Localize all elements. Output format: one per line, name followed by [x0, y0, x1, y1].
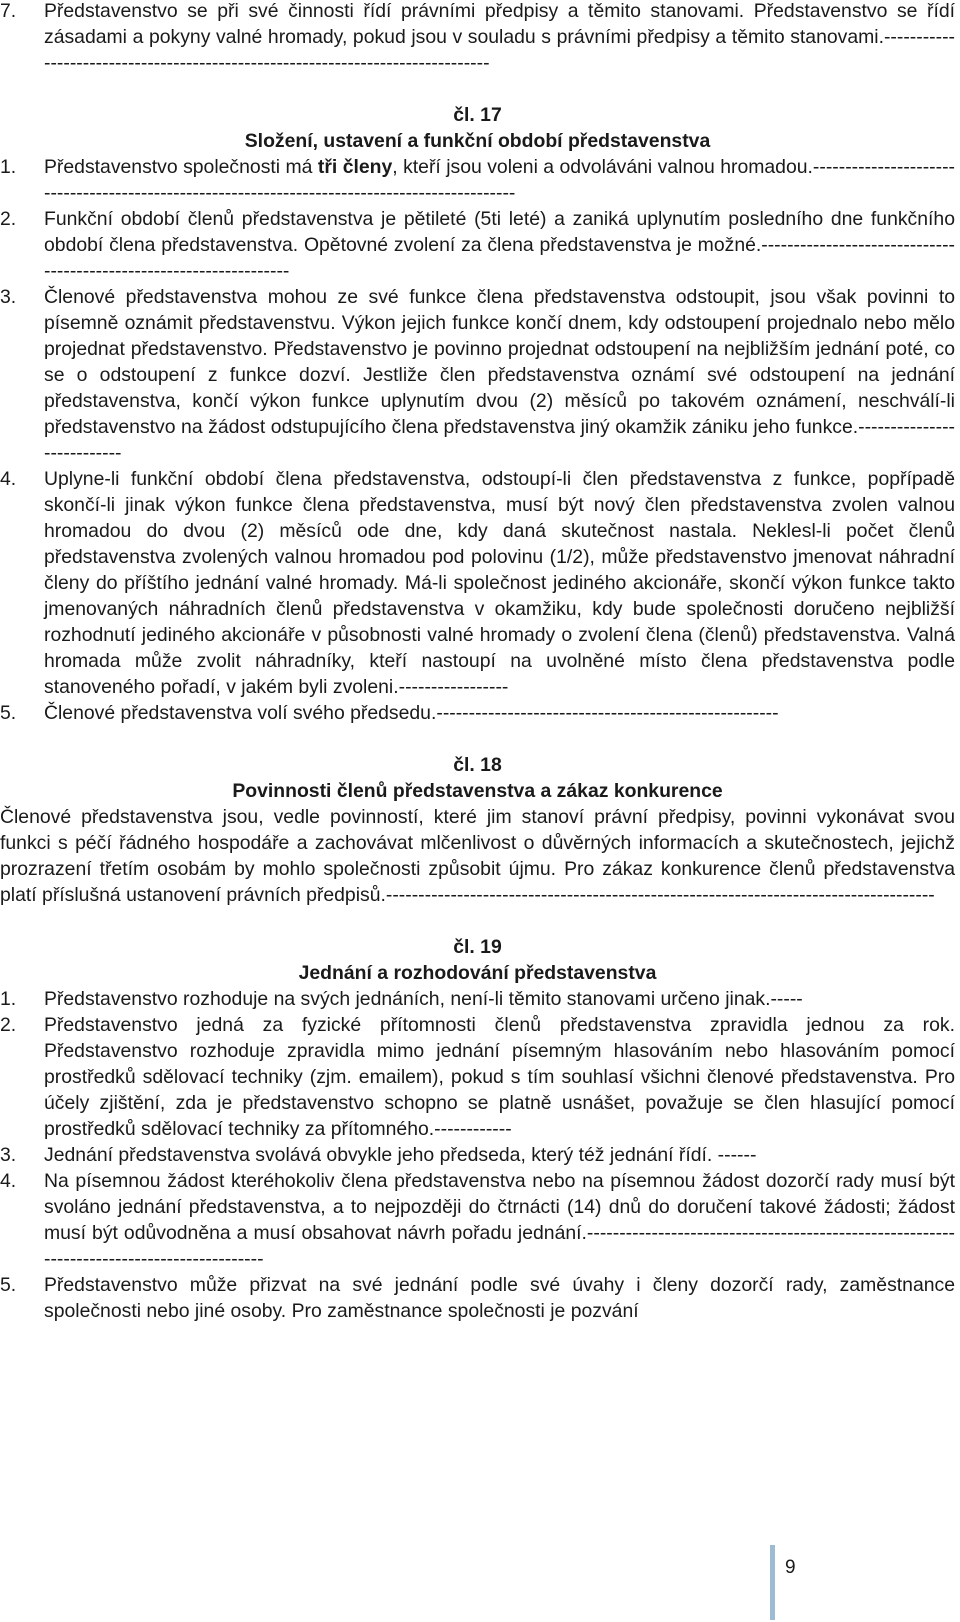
list-item [0, 154, 955, 206]
list-item [0, 1272, 955, 1324]
item-text: Představenstvo se při své činnosti řídí právními předpisy a těmito stanovami. Představenstvo se řídí zásadami a pokyny valné hromady, pokud jsou v souladu s právními předpisy a těmito stanovami.-------------------------------------------------------------------------------- [44, 0, 955, 74]
list-item [0, 466, 955, 700]
article-number: čl. 18 [453, 754, 502, 776]
item-text: Jednání představenstva svolává obvykle jeho předseda, který též jednání řídí. ------ [44, 1144, 757, 1166]
article-title: Jednání a rozhodování představenstva [298, 962, 657, 984]
item-text: Představenstvo společnosti má tři členy, kteří jsou voleni a odvoláváni valnou hromadou.----------------------------------------------------------------------------------------------- [44, 156, 955, 204]
item-number: 4. [0, 468, 17, 490]
bold-text: tři členy [317, 156, 393, 178]
item-number: 7. [0, 0, 17, 22]
list-item [0, 0, 955, 76]
page-number: 9 [785, 1557, 796, 1578]
item-number: 1. [0, 156, 17, 178]
article-paragraph: Členové představenstva jsou, vedle povinností, které jim stanoví právní předpisy, povinni vykonávat svou funkci s péčí řádného hospodáře a zachovávat mlčenlivost o důvěrných informacích a skutečnostech, jejichž prozrazení třetím osobám by mohlo společnosti způsobit újmu. Pro zákaz konkurence členů představenstva platí příslušná ustanovení právních předpisů.------------------------------------------------------------------------------------- [0, 806, 955, 906]
item-number: 5. [0, 1274, 17, 1296]
item-text: Funkční období členů představenstva je pětileté (5ti leté) a zaniká uplynutím posledního dne funkčního období člena představenstva. Opětovné zvolení za člena představenstva je možné.-------------------------------------------------------------------- [44, 208, 955, 282]
item-text: Představenstvo rozhoduje na svých jednáních, není-li těmito stanovami určeno jinak.----- [44, 988, 803, 1010]
list-item [0, 1168, 955, 1272]
article-number: čl. 19 [453, 936, 502, 958]
article-title: Složení, ustavení a funkční období představenstva [244, 130, 711, 152]
item-text: Na písemnou žádost kteréhokoliv člena představenstva nebo na písemnou žádost dozorčí rady musí být svoláno jednání představenstva, a to nejpozději do čtrnácti (14) dnů do doručení takové žádosti; žádost musí být odůvodněna a musí obsahovat návrh pořadu jednání.------------------------------------------------------------------------------------------- [44, 1170, 955, 1270]
item-number: 5. [0, 702, 17, 724]
list-item [0, 700, 955, 726]
list-item [0, 1012, 955, 1142]
item-number: 3. [0, 1144, 17, 1166]
list-item [0, 1142, 955, 1168]
item-number: 3. [0, 286, 17, 308]
item-number: 4. [0, 1170, 17, 1192]
item-number: 2. [0, 1014, 17, 1036]
item-text: Členové představenstva volí svého předsedu.----------------------------------------------------- [44, 702, 779, 724]
article-number: čl. 17 [453, 104, 502, 126]
list-item [0, 284, 955, 466]
item-text: Představenstvo může přizvat na své jednání podle své úvahy i členy dozorčí rady, zaměstnance společnosti nebo jiné osoby. Pro zaměstnance společnosti je pozvání [44, 1274, 955, 1322]
list-item [0, 206, 955, 284]
article-title: Povinnosti členů představenstva a zákaz konkurence [232, 780, 723, 802]
list-item [0, 986, 955, 1012]
item-number: 1. [0, 988, 17, 1010]
page-footer [770, 1545, 830, 1620]
item-text: Představenstvo jedná za fyzické přítomnosti členů představenstva zpravidla jednou za rok. Představenstvo rozhoduje zpravidla mimo jednání písemným hlasováním nebo hlasováním pomocí prostředků sdělovací techniky (zjm. emailem), pokud s tím souhlasí všichni členové představenstva. Pro účely zjištění, zda je představenstvo schopno se platně usnášet, považuje se člen hlasující pomocí prostředků sdělovací techniky za přítomného.------------ [44, 1014, 955, 1140]
item-text: Členové představenstva mohou ze své funkce člena představenstva odstoupit, jsou však povinni to písemně oznámit představenstvu. Výkon jejich funkce končí dnem, kdy odstoupení projednalo nebo mělo projednat představenstvo. Představenstvo je povinno projednat odstoupení na nejbližším jednání poté, co se o odstoupení z funkce dozví. Jestliže člen představenstva oznámí své odstoupení na jednání představenstva, končí výkon funkce uplynutím dvou (2) měsíců po takovém oznámení, neschválí-li představenstvo na žádost odstupujícího člena představenstva jiný okamžik zániku jeho funkce.--------------------------- [44, 286, 955, 464]
footer-accent-bar [770, 1545, 775, 1620]
item-number: 2. [0, 208, 17, 230]
item-text: Uplyne-li funkční období člena představenstva, odstoupí-li člen představenstva z funkce, popřípadě skončí-li jinak výkon funkce člena představenstva, musí být nový člen představenstva zvolen valnou hromadou do dvou (2) měsíců ode dne, kdy daná skutečnost nastala. Neklesl-li počet členů představenstva zvolených valnou hromadou pod polovinu (1/2), může představenstvo jmenovat náhradní členy do příštího jednání valné hromady. Má-li společnost jediného akcionáře, skončí výkon funkce takto jmenovaných náhradních členů představenstva v okamžiku, kdy bude společnosti doručeno nejbližší rozhodnutí jediného akcionáře v působnosti valné hromady o zvolení člena (členů) představenstva. Valná hromada může zvolit náhradníky, kteří nastoupí na uvolněné místo člena představenstva podle stanoveného pořadí, v jakém byli zvoleni.----------------- [44, 468, 955, 698]
